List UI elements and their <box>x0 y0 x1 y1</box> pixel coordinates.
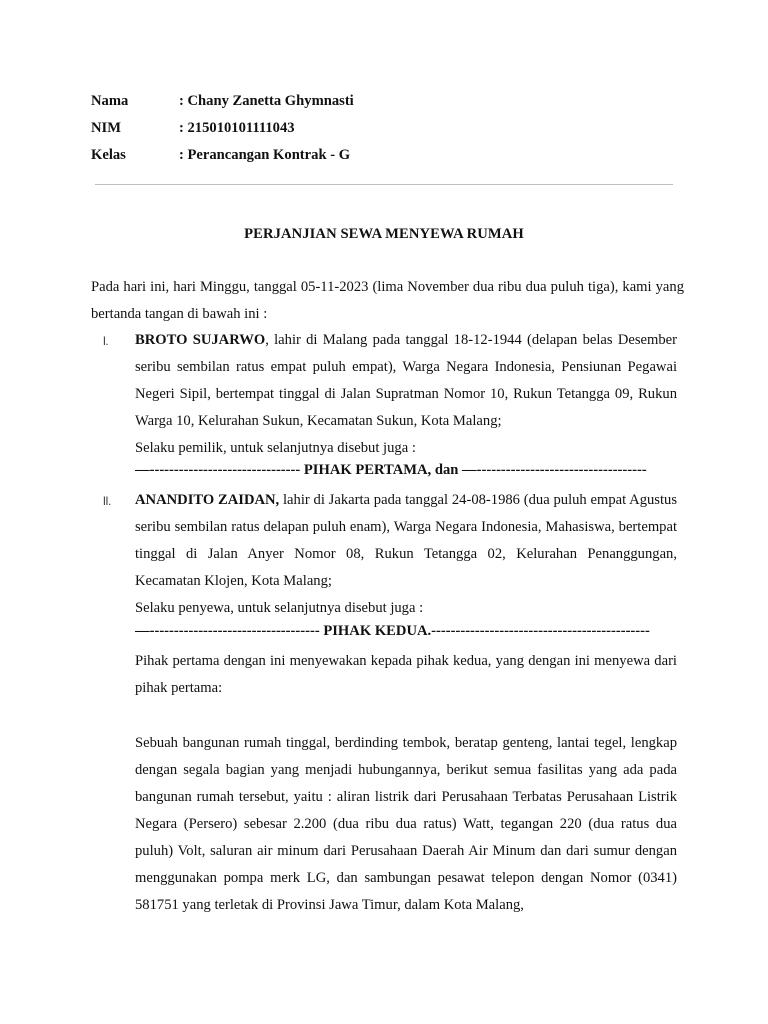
party-numeral: II. <box>103 494 112 508</box>
party-numeral: I. <box>103 334 109 348</box>
header-value: : Chany Zanetta Ghymnasti <box>179 93 354 109</box>
header-label: Nama <box>91 93 129 109</box>
header-value: : Perancangan Kontrak - G <box>179 147 351 163</box>
header-row-nama <box>91 93 354 110</box>
party-2-block <box>135 487 677 622</box>
header-row-nim <box>91 120 295 137</box>
lease-statement: Pihak pertama dengan ini menyewakan kepada pihak kedua, yang dengan ini menyewa dari pihak pertama: <box>135 653 677 696</box>
party-separator: —----------------------------------- PIHAK KEDUA.--------------------------------------------- <box>135 623 650 639</box>
opening-paragraph: Pada hari ini, hari Minggu, tanggal 05-11-2023 (lima November dua ribu dua puluh tiga), kami yang bertanda tangan di bawah ini : <box>91 279 684 322</box>
party-1-block <box>135 327 677 462</box>
party-name: ANANDITO ZAIDAN, <box>135 492 280 508</box>
document-title: PERJANJIAN SEWA MENYEWA RUMAH <box>244 226 524 242</box>
party-name: BROTO SUJARWO <box>135 332 266 348</box>
header-divider <box>95 184 673 185</box>
party-separator: —------------------------------- PIHAK PERTAMA, dan —----------------------------------- <box>135 462 647 478</box>
party-details: , lahir di Malang pada tanggal 18-12-1944 (delapan belas Desember seribu sembilan ratus empat puluh empat), Warga Negara Indonesia, Pensiunan Pegawai Negeri Sipil, bertempat tinggal di Jalan Supratman Nomor 10, Rukun Tetangga 09, Rukun Warga 10, Kelurahan Sukun, Kecamatan Sukun, Kota Malang; <box>135 332 677 429</box>
header-label: NIM <box>91 120 121 136</box>
header-row-kelas <box>91 147 350 164</box>
header-value: : 215010101111043 <box>179 120 295 136</box>
party-role: Selaku penyewa, untuk selanjutnya disebut juga : <box>135 600 424 616</box>
party-details: lahir di Jakarta pada tanggal 24-08-1986 (dua puluh empat Agustus seribu sembilan ratus delapan puluh enam), Warga Negara Indonesia, Mahasiswa, bertempat tinggal di Jalan Anyer Nomor 08, Rukun Tetangga 02, Kelurahan Penanggungan, Kecamatan Klojen, Kota Malang; <box>135 492 677 589</box>
property-description: Sebuah bangunan rumah tinggal, berdinding tembok, beratap genteng, lantai tegel, lengkap dengan segala bagian yang menjadi hubungannya, berikut semua fasilitas yang ada pada bangunan rumah tersebut, yaitu : aliran listrik dari Perusahaan Terbatas Perusahaan Listrik Negara (Persero) sebesar 2.200 (dua ribu dua ratus) Watt, tegangan 220 (dua ratus dua puluh) Volt, saluran air minum dari Perusahaan Daerah Air Minum dan dari sumur dengan menggunakan pompa merk LG, dan sambungan pesawat telepon dengan Nomor (0341) 581751 yang terletak di Provinsi Jawa Timur, dalam Kota Malang, <box>135 735 677 913</box>
header-label: Kelas <box>91 147 126 163</box>
party-role: Selaku pemilik, untuk selanjutnya disebut juga : <box>135 440 416 456</box>
